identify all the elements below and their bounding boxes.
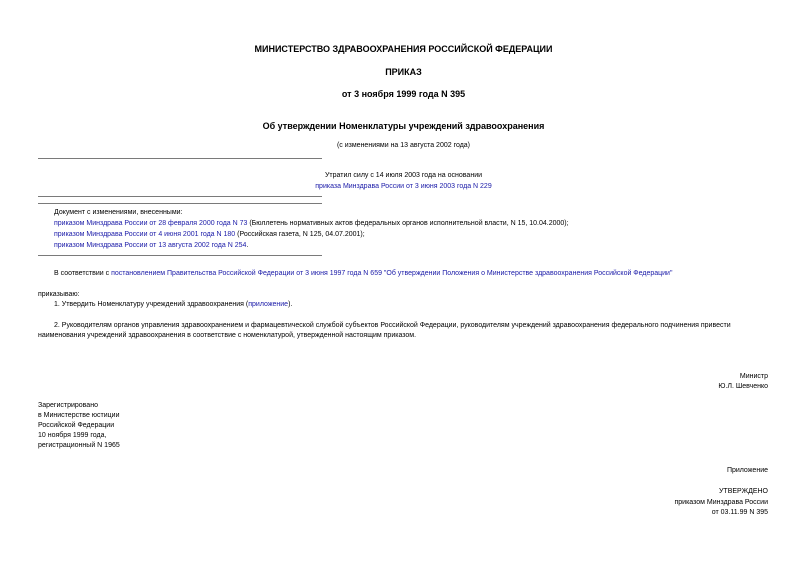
- registration-line: Зарегистрировано: [38, 402, 98, 409]
- divider: [38, 196, 322, 197]
- order-item-1: [54, 299, 292, 310]
- lost-force-link[interactable]: приказа Минздрава России от 3 июня 2003 года N 229: [315, 183, 492, 190]
- approved-label: УТВЕРЖДЕНО: [718, 488, 768, 495]
- divider: [38, 203, 322, 204]
- order-item-2-line2: наименования учреждений здравоохранения в соответствие с номенклатурой, утвержденной настоящим приказом.: [38, 332, 417, 339]
- signature-position: Министр: [739, 373, 768, 380]
- amendment-source: (Российская газета, N 125, 04.07.2001);: [235, 231, 365, 238]
- amendment-item: [54, 240, 248, 251]
- order-word: приказываю:: [38, 291, 80, 298]
- amendments-intro: Документ с изменениями, внесенными:: [54, 209, 183, 216]
- amendment-item: [54, 229, 365, 240]
- amendment-item: [54, 218, 569, 229]
- doc-type-heading: ПРИКАЗ: [385, 67, 422, 77]
- lost-force-note: Утратил силу с 14 июля 2003 года на основании: [324, 172, 483, 179]
- date-number-heading: от 3 ноября 1999 года N 395: [341, 89, 466, 99]
- amendment-source: (Бюллетень нормативных актов федеральных органов исполнительной власти, N 15, 10.04.2000);: [247, 220, 569, 227]
- appendix-label: Приложение: [726, 467, 768, 474]
- registration-line: 10 ноября 1999 года,: [38, 432, 107, 439]
- approved-ref: от 03.11.99 N 395: [711, 509, 768, 516]
- ministry-heading: МИНИСТЕРСТВО ЗДРАВООХРАНЕНИЯ РОССИЙСКОЙ ФЕДЕРАЦИИ: [254, 44, 553, 54]
- signature-name: Ю.Л. Шевченко: [718, 383, 768, 390]
- approved-by-order: приказом Минздрава России: [674, 499, 768, 506]
- basis-paragraph: [54, 268, 672, 279]
- appendix-link[interactable]: приложение: [248, 301, 289, 308]
- amendment-link[interactable]: приказом Минздрава России от 4 июня 2001 года N 180: [54, 231, 236, 238]
- divider: [38, 255, 322, 256]
- divider: [38, 158, 322, 159]
- registration-line: регистрационный N 1965: [38, 442, 120, 449]
- amendment-source: .: [246, 242, 249, 249]
- basis-prefix: В соответствии с: [54, 270, 112, 277]
- registration-line: в Министерстве юстиции: [38, 412, 120, 419]
- basis-link[interactable]: постановлением Правительства Российской Федерации от 3 июня 1997 года N 659 "Об утверждении Положения о Министерстве здравоохранения Российской Федерации": [111, 270, 673, 277]
- document-title: Об утверждении Номенклатуры учреждений здравоохранения: [262, 121, 545, 131]
- item1-suffix: ).: [288, 301, 293, 308]
- amendment-link[interactable]: приказом Минздрава России от 13 августа 2002 года N 254: [54, 242, 247, 249]
- order-item-2-line1: 2. Руководителям органов управления здравоохранением и фармацевтической службой субъектов Российской Федерации, руководителям учреждений здравоохранения федерального подчинения привести: [54, 322, 731, 329]
- amended-note: (с изменениями на 13 августа 2002 года): [336, 142, 471, 149]
- amendment-link[interactable]: приказом Минздрава России от 28 февраля 2000 года N 73: [54, 220, 248, 227]
- item1-prefix: 1. Утвердить Номенклатуру учреждений здравоохранения (: [54, 301, 249, 308]
- registration-line: Российской Федерации: [38, 422, 115, 429]
